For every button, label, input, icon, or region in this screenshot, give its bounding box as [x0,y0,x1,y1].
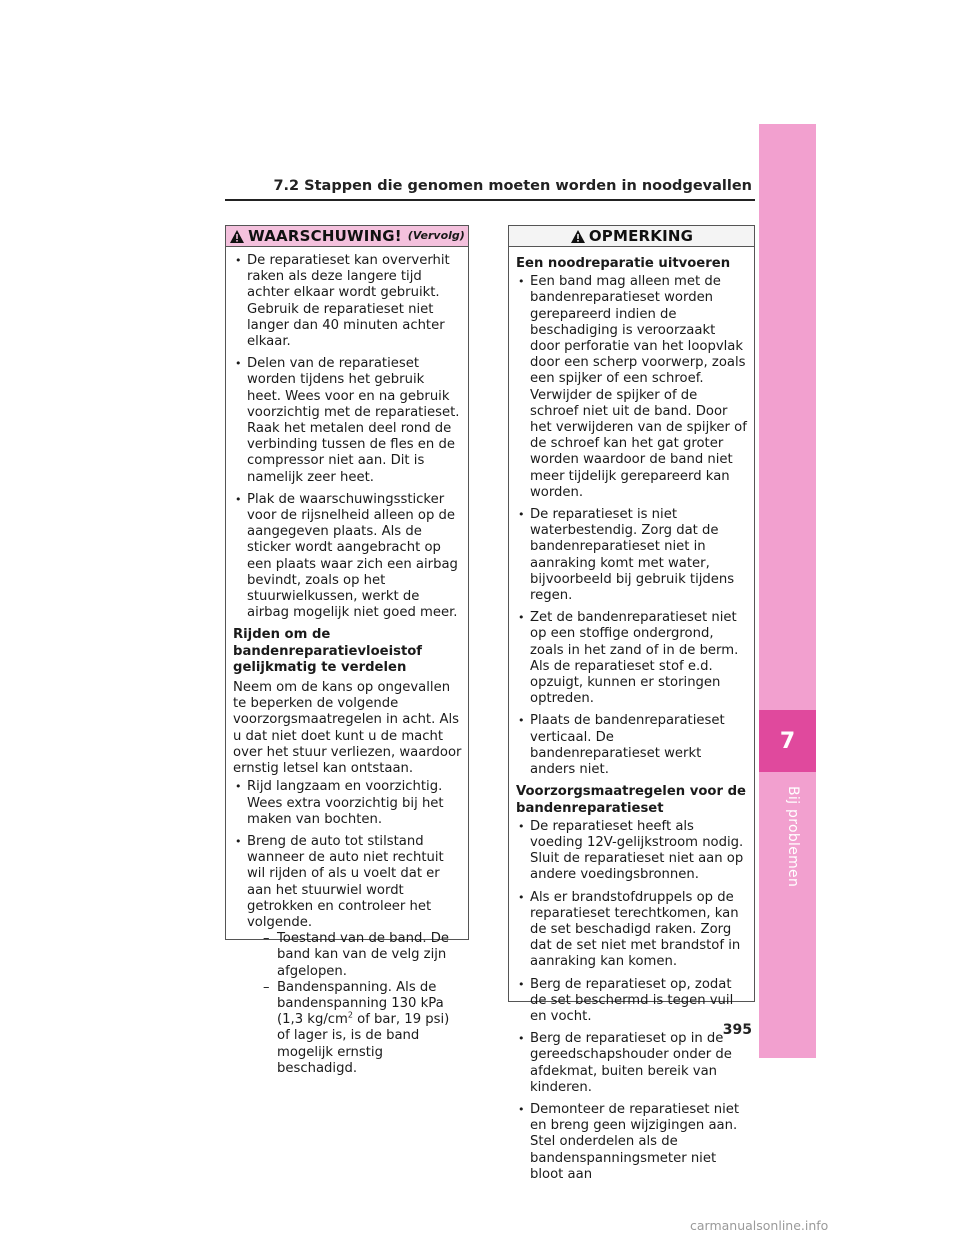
warning-box-header [226,226,468,247]
superscript: 2 [347,1010,353,1020]
warning-title: WAARSCHUWING! [248,226,402,245]
note-box-body [509,247,754,1183]
note-section2-heading: Voorzorgsmaatregelen voor de bandenreparatieset [516,784,746,816]
dash-text-after: of bar, 19 psi) of lager is, is de band mogelijk ernstig beschadigd. [277,1012,450,1076]
caution-icon [570,229,586,244]
dash-text-before: Bandenspanning. Als de bandenspanning 130 kPa (1,3 kg/cm [277,979,444,1028]
list-item: • De reparatieset kan oververhit raken als deze langere tijd achter elkaar wordt gebruikt. Gebruik de reparatieset niet langer dan 40 minuten achter elkaar. [233,253,462,350]
watermark-text: carmanualsonline.info [690,1218,829,1233]
list-item: • Als er brandstofdruppels op de reparatieset terechtkomen, kan de set beschadigd raken. Zorg dat de set niet met brandstof in aanraking kan komen. [516,890,748,971]
list-item: • De reparatieset heeft als voeding 12V-gelijkstroom nodig. Sluit de reparatieset niet aan op andere voedingsbronnen. [516,819,748,884]
warning-subtitle: (Vervolg) [407,228,465,242]
list-item: • Een band mag alleen met de bandenreparatieset worden gerepareerd indien de beschadiging is veroorzaakt door perforatie van het loopvlak door een scherp voorwerp, zoals een spijker of een schroef. Verwijder de spijker of de schroef niet uit de band. Door het verwijderen van de spijker of de schroef kan het gat groter worden waardoor de band niet meer tijdelijk gerepareerd kan worden. [516,274,748,501]
note-bullet-list-1 [516,274,748,778]
warning-section-paragraph: Neem om de kans op ongevallen te beperken de volgende voorzorgsmaatregelen in acht. Als u dat niet doet kunt u de macht over het stuur verliezen, waardoor ernstig letsel kan ontstaan. [233,680,462,777]
note-box-header [509,226,754,247]
note-section1-heading: Een noodreparatie uitvoeren [516,256,731,271]
list-item: • Zet de bandenreparatieset niet op een stoffige ondergrond, zoals in het zand of in de berm. Als de reparatieset stof e.d. opzuigt, kunnen er storingen optreden. [516,610,748,707]
chapter-number: 7 [759,710,816,772]
warning-icon [229,229,245,244]
list-item: • Plaats de bandenreparatieset verticaal. De bandenreparatieset werkt anders niet. [516,713,748,778]
list-item-text: Breng de auto tot stilstand wanneer de auto niet rechtuit wil rijden of als u voelt dat er aan het stuurwiel wordt getrokken en controleer het volgende. [247,833,444,930]
dash-item: – Toestand van de band. De band kan van de velg zijn afgelopen. [247,931,462,980]
section-header-title: 7.2 Stappen die genomen moeten worden in noodgevallen [273,178,752,194]
list-item: • Plak de waarschuwingssticker voor de rijsnelheid alleen op de aangegeven plaats. Als de sticker wordt aangebracht op een plaats waar zich een airbag bevindt, zoals op het stuurwielkussen, werkt de airbag mogelijk niet goed meer. [233,492,462,622]
header-rule [225,199,755,201]
chapter-label: Bij problemen [785,786,801,888]
warning-bullet-list [233,253,462,621]
chapter-side-tab [759,124,816,1058]
warning-box [225,225,469,1076]
dash-list [247,931,462,1077]
list-item: • Delen van de reparatieset worden tijdens het gebruik heet. Wees voor en na gebruik voorzichtig met de reparatieset. Raak het metalen deel rond de verbinding tussen de fles en de compressor niet aan. Dit is namelijk zeer heet. [233,356,462,486]
list-item: • De reparatieset is niet waterbestendig. Zorg dat de bandenreparatieset niet in aanraking komt met water, bijvoorbeeld bij gebruik tijdens regen. [516,507,748,604]
note-title: OPMERKING [588,226,694,245]
warning-section-heading: Rijden om de bandenreparatievloeistof gelijkmatig te verdelen [233,627,423,675]
warning-box-body [226,247,468,1077]
page-number: 395 [722,1022,752,1038]
note-bullet-list-2 [516,819,748,1183]
dash-item [247,980,462,1077]
list-item: • Berg de reparatieset op, zodat de set beschermd is tegen vuil en vocht. [516,977,748,1026]
list-item: • Rijd langzaam en voorzichtig. Wees extra voorzichtig bij het maken van bochten. [233,779,462,828]
list-item [233,834,462,1077]
warning-bullet-list-2 [233,779,462,1077]
list-item: • Berg de reparatieset op in de gereedschapshouder onder de afdekmat, buiten bereik van kinderen. [516,1031,748,1096]
list-item: • Demonteer de reparatieset niet en breng geen wijzigingen aan. Stel onderdelen als de bandenspanningsmeter niet bloot aan [516,1102,748,1183]
